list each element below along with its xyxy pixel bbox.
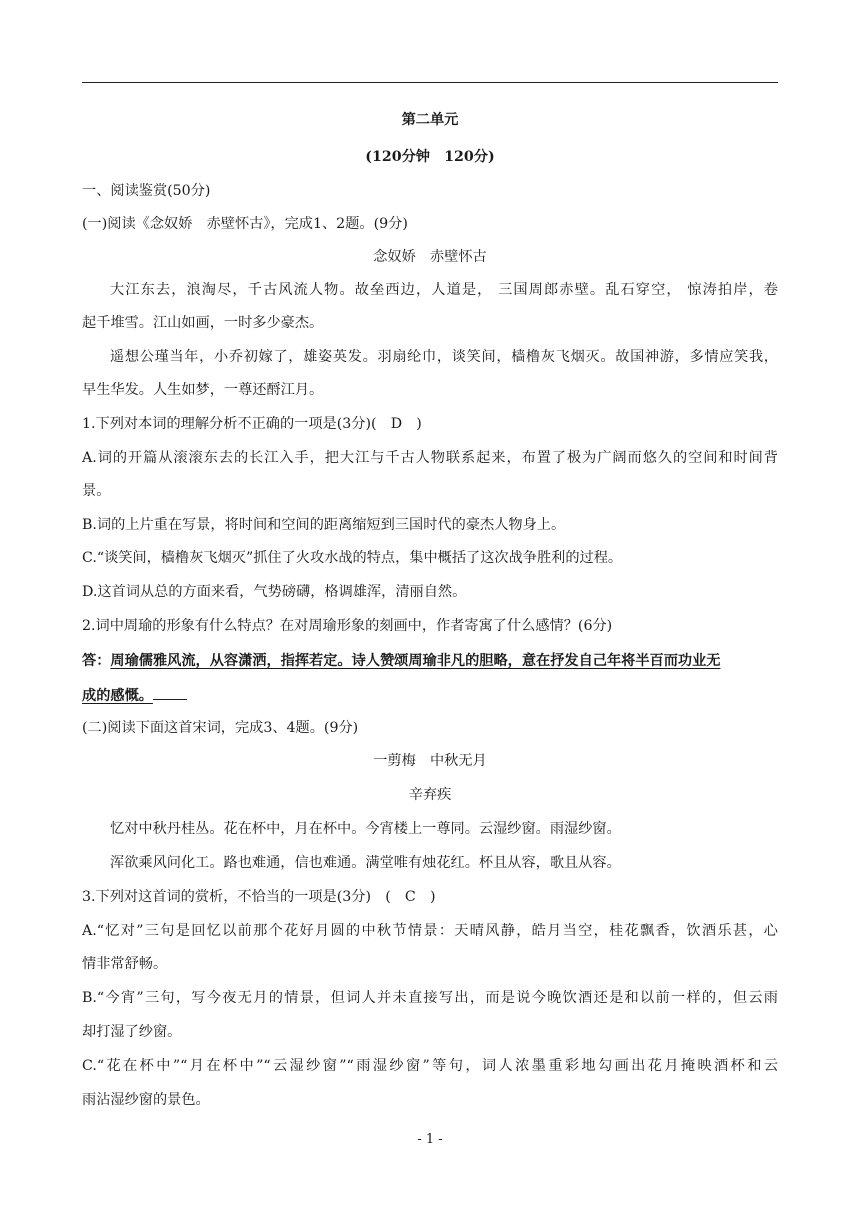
poem1-stanza2-line1: 遥想公瑾当年，小乔初嫁了，雄姿英发。羽扇纶巾，谈笑间，樯橹灰飞烟灭。故国神游，多情应笑我， [110, 349, 778, 365]
answer-text: 周瑜儒雅风流，从容潇洒，指挥若定。诗人赞颂周瑜非凡的胆略，意在抒发自己年将半百而功业无 [110, 653, 721, 669]
poem2-author: 辛弃疾 [408, 787, 452, 803]
q2-answer-line2 [82, 684, 778, 706]
q1-option-a-line1: A.词的开篇从滚滚东去的长江入手，把大江与千古人物联系起来，布置了极为广阔而悠久的空间和时间背 [82, 450, 778, 466]
answer-text-continued: 成的感慨。 [82, 688, 153, 704]
question-3: 3.下列对这首词的赏析，不恰当的一项是(3分) ( C ) [82, 889, 436, 905]
q1-option-a-line2: 景。 [82, 483, 111, 499]
page-number: - 1 - [417, 1132, 443, 1147]
poem1-stanza1-line1: 大江东去，浪淘尽，千古风流人物。故垒西边，人道是， 三国周郎赤壁。乱石穿空， 惊涛拍岸，卷 [110, 282, 778, 298]
header-rule [82, 82, 778, 83]
unit-title: 第二单元 [401, 112, 459, 128]
q3-option-b-line1: B.“今宵”三句，写今夜无月的情景，但词人并未直接写出，而是说今晚饮酒还是和以前一样的，但云雨 [82, 990, 778, 1006]
q3-option-a-line2: 情非常舒畅。 [82, 956, 168, 972]
answer-blank [153, 684, 187, 700]
part1-intro: (一)阅读《念奴娇 赤壁怀古》，完成1、2题。(9分) [82, 216, 408, 232]
poem2-stanza1: 忆对中秋丹桂丛。花在杯中，月在杯中。今宵楼上一尊同。云湿纱窗。雨湿纱窗。 [110, 821, 621, 837]
q3-option-a-line1: A.“忆对”三句是回忆以前那个花好月圆的中秋节情景：天晴风静，皓月当空，桂花飘香，饮酒乐甚，心 [82, 923, 778, 939]
poem1-title: 念奴娇 赤壁怀古 [373, 249, 487, 265]
q3-option-b-line2: 却打湿了纱窗。 [82, 1024, 182, 1040]
q3-option-c-line1: C.“花在杯中”“月在杯中”“云湿纱窗”“雨湿纱窗”等句，词人浓墨重彩地勾画出花月掩映酒杯和云 [82, 1058, 778, 1074]
question-1: 1.下列对本词的理解分析不正确的一项是(3分)( D ) [82, 416, 422, 432]
poem1-stanza2-line2: 早生华发。人生如梦，一尊还酹江月。 [82, 382, 324, 398]
q2-answer-line1 [82, 651, 778, 671]
poem2-title: 一剪梅 中秋无月 [373, 753, 487, 769]
poem2-stanza2: 浑欲乘风问化工。路也难通，信也难通。满堂唯有烛花红。杯且从容，歌且从容。 [110, 855, 621, 871]
section-heading: 一、阅读鉴赏(50分) [82, 183, 211, 199]
part2-intro: (二)阅读下面这首宋词，完成3、4题。(9分) [82, 720, 359, 736]
exam-duration-score: (120分钟 120分) [365, 149, 495, 165]
q1-option-d: D.这首词从总的方面来看，气势磅礴，格调雄浑，清丽自然。 [82, 584, 467, 600]
q1-option-c: C.“谈笑间，樯橹灰飞烟灭”抓住了火攻水战的特点，集中概括了这次战争胜利的过程。 [82, 550, 623, 566]
poem1-stanza1-line2: 起千堆雪。江山如画，一时多少豪杰。 [82, 315, 324, 331]
q1-option-b: B.词的上片重在写景，将时间和空间的距离缩短到三国时代的豪杰人物身上。 [82, 517, 566, 533]
answer-label: 答： [82, 653, 111, 669]
question-2: 2.词中周瑜的形象有什么特点？在对周瑜形象的刻画中，作者寄寓了什么感情？(6分) [82, 618, 613, 634]
q3-option-c-line2: 雨沾湿纱窗的景色。 [82, 1092, 210, 1108]
